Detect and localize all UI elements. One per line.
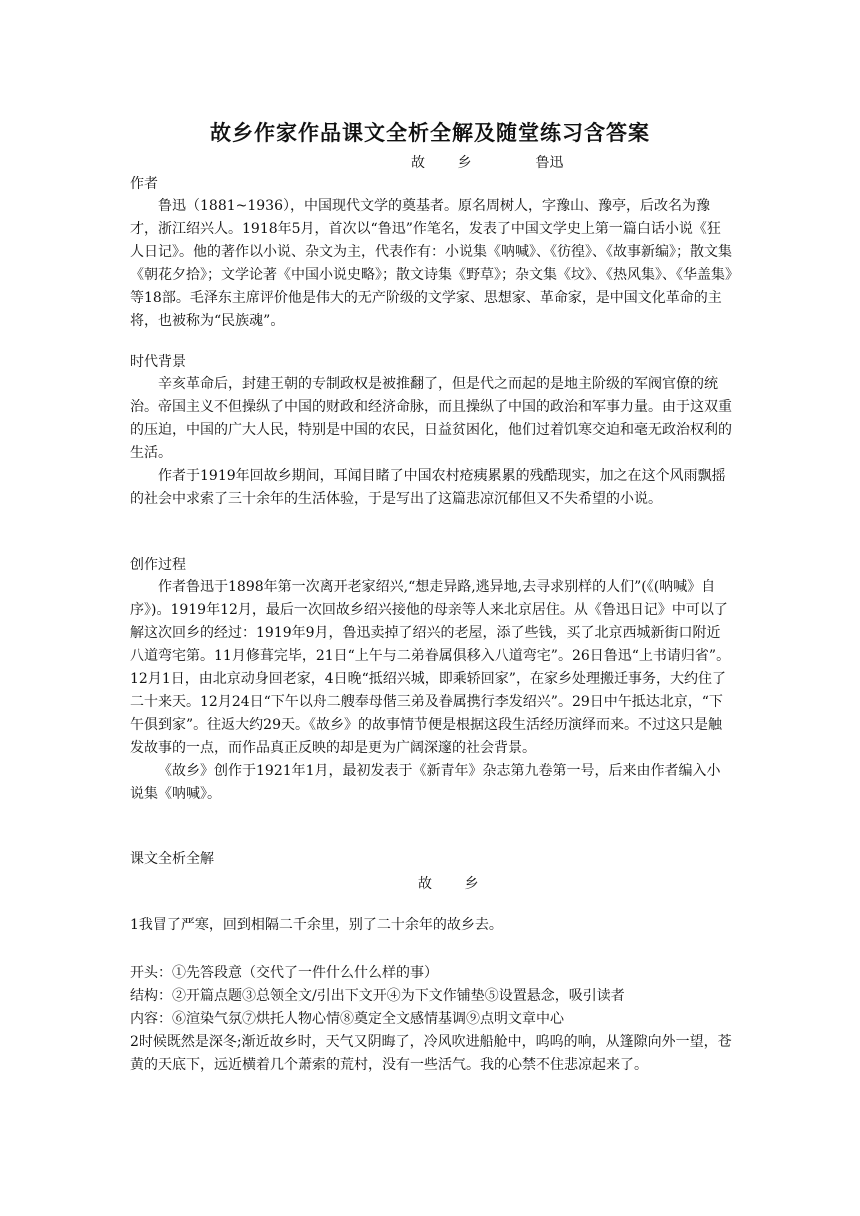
section-background [130, 373, 732, 511]
story-title: 故 乡 [411, 155, 486, 171]
document-title: 故乡作家作品课文全析全解及随堂练习含答案 [210, 120, 650, 145]
paragraph: 作者于1919年回故乡期间，耳闻目睹了中国农村疮痍累累的残酷现实，加之在这个风雨飘摇的社会中求索了三十余年的生活体验，于是写出了这篇悲凉沉郁但又不失希望的小说。 [130, 468, 726, 507]
section-process [130, 576, 732, 806]
section-author [130, 195, 732, 333]
section-heading-analysis: 课文全析全解 [130, 851, 214, 867]
analysis-note-opening: 开头：①先答段意（交代了一件什么什么样的事） [130, 965, 438, 981]
analysis-story-title: 故 乡 [418, 876, 493, 892]
paragraph: 鲁迅（1881~1936），中国现代文学的奠基者。原名周树人，字豫山、豫亭，后改名为豫才，浙江绍兴人。1918年5月，首次以“鲁迅”作笔名，发表了中国文学史上第一篇白话小说《狂人日记》。他的著作以小说、杂文为主，代表作有：小说集《呐喊》、《彷徨》、《故事新编》；散文集《朝花夕拾》；文学论著《中国小说史略》；散文诗集《野草》；杂文集《坟》、《热风集》、《华盖集》等18部。毛泽东主席评价他是伟大的无产阶级的文学家、思想家、革命家，是中国文化革命的主将，也被称为“民族魂”。 [130, 198, 732, 329]
analysis-note-content: 内容：⑥渲染气氛⑦烘托人物心情⑧奠定全文感情基调⑨点明文章中心 [130, 1011, 564, 1027]
paragraph: 辛亥革命后，封建王朝的专制政权是被推翻了，但是代之而起的是地主阶级的军阀官僚的统治。帝国主义不但操纵了中国的财政和经济命脉，而且操纵了中国的政治和军事力量。由于这双重的压迫，中国的广大人民，特别是中国的农民，日益贫困化，他们过着饥寒交迫和毫无政治权利的生活。 [130, 376, 732, 461]
section-heading-background: 时代背景 [130, 354, 186, 370]
paragraph: 作者鲁迅于1898年第一次离开老家绍兴,“想走异路,逃异地,去寻求别样的人们”(《(呐喊》自序》)。1919年12月，最后一次回故乡绍兴接他的母亲等人来北京居住。从《鲁迅日记》中可以了解这次回乡的经过：1919年9月，鲁迅卖掉了绍兴的老屋，添了些钱，买了北京西城新街口附近八道弯宅第。11月修葺完毕，21日“上午与二弟眷属俱移入八道弯宅”。26日鲁迅“上书请归省”。12月1日，由北京动身回老家，4日晚“抵绍兴城，即乘轿回家”，在家乡处理搬迁事务，大约住了二十来天。12月24日“下午以舟二艘奉母偕三弟及眷属携行李发绍兴”。29日中午抵达北京，“下午俱到家”。往返大约29天。《故乡》的故事情节便是根据这段生活经历演绎而来。不过这只是触发故事的一点，而作品真正反映的却是更为广阔深邃的社会背景。 [130, 579, 731, 756]
paragraph: 《故乡》创作于1921年1月，最初发表于《新青年》杂志第九卷第一号，后来由作者编入小说集《呐喊》。 [130, 763, 721, 802]
section-heading-author: 作者 [130, 176, 158, 192]
analysis-line: 1我冒了严寒，回到相隔二千余里，别了二十余年的故乡去。 [130, 917, 503, 933]
analysis-paragraph-2: 2时候既然是深冬;渐近故乡时，天气又阴晦了，冷风吹进船舱中，呜呜的响，从篷隙向外一望，苍黄的天底下，远近横着几个萧索的荒村，没有一些活气。我的心禁不住悲凉起来了。 [130, 1034, 732, 1073]
story-heading [411, 152, 563, 172]
analysis-note-structure: 结构：②开篇点题③总领全文/引出下文开④为下文作铺垫⑤设置悬念，吸引读者 [130, 988, 625, 1004]
story-author: 鲁迅 [535, 155, 564, 171]
section-heading-process: 创作过程 [130, 557, 186, 573]
